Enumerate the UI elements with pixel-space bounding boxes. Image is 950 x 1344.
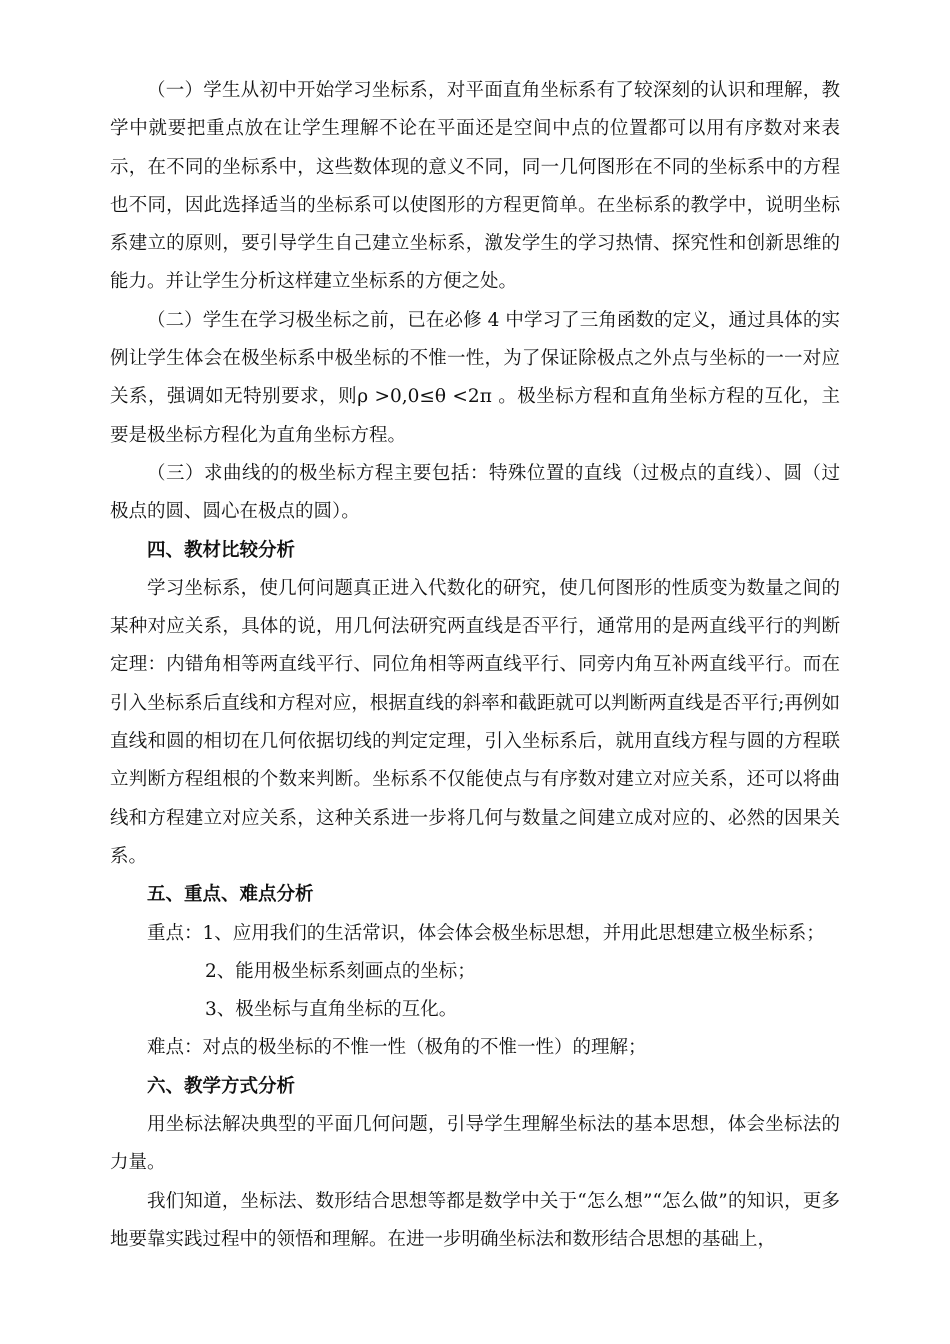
paragraph-polar-coordinates: （二）学生在学习极坐标之前，已在必修 4 中学习了三角函数的定义，通过具体的实例让学生体会在极坐标系中极坐标的不惟一性，为了保证除极点之外点与坐标的一一对应关系，强调如无特别要求，则ρ >0,0≤θ <2π 。极坐标方程和直角坐标方程的互化，主要是极坐标方程化为直角坐标方程。 — [110, 309, 840, 446]
paragraph-textbook-comparison: 学习坐标系，使几何问题真正进入代数化的研究，使几何图形的性质变为数量之间的某种对应关系，具体的说，用几何法研究两直线是否平行，通常用的是两直线平行的判断定理：内错角相等两直线平行、同位角相等两直线平行、同旁内角互补两直线平行。而在引入坐标系后直线和方程对应，根据直线的斜率和截距就可以判断两直线是否平行;再例如直线和圆的相切在几何依据切线的判定定理，引入坐标系后，就用直线方程与圆的方程联立判断方程组根的个数来判断。坐标系不仅能使点与有序数对建立对应关系，还可以将曲线和方程建立对应关系，这种关系进一步将几何与数量之间建立成对应的、必然的因果关系。 — [110, 577, 840, 867]
paragraph-teaching-method-2: 我们知道，坐标法、数形结合思想等都是数学中关于“怎么想”“怎么做”的知识，更多地要靠实践过程中的领悟和理解。在进一步明确坐标法和数形结合思想的基础上， — [110, 1190, 840, 1250]
key-point-3: 3、极坐标与直角坐标的互化。 — [205, 999, 458, 1021]
paragraph-coordinate-system: （一）学生从初中开始学习坐标系，对平面直角坐标系有了较深刻的认识和理解，教学中就要把重点放在让学生理解不论在平面还是空间中点的位置都可以用有序数对来表示，在不同的坐标系中，这些数体现的意义不同，同一几何图形在不同的坐标系中的方程也不同，因此选择适当的坐标系可以使图形的方程更简单。在坐标系的教学中，说明坐标系建立的原则，要引导学生自己建立坐标系，激发学生的学习热情、探究性和创新思维的能力。并让学生分析这样建立坐标系的方便之处。 — [110, 80, 840, 293]
section-heading-key-difficult-points: 五、重点、难点分析 — [147, 884, 314, 906]
key-point-2: 2、能用极坐标系刻画点的坐标； — [205, 960, 476, 982]
paragraph-teaching-method-1: 用坐标法解决典型的平面几何问题，引导学生理解坐标法的基本思想，体会坐标法的力量。 — [110, 1114, 840, 1174]
paragraph-polar-equations: （三）求曲线的的极坐标方程主要包括：特殊位置的直线（过极点的直线）、圆（过极点的圆、圆心在极点的圆）。 — [110, 462, 840, 523]
key-point-1: 重点：1、应用我们的生活常识，体会体会极坐标思想，并用此思想建立极坐标系； — [147, 922, 825, 944]
section-heading-textbook-comparison: 四、教材比较分析 — [147, 539, 296, 561]
section-heading-teaching-method: 六、教学方式分析 — [147, 1075, 296, 1097]
difficult-point: 难点：对点的极坐标的不惟一性（极角的不惟一性）的理解； — [147, 1037, 647, 1059]
